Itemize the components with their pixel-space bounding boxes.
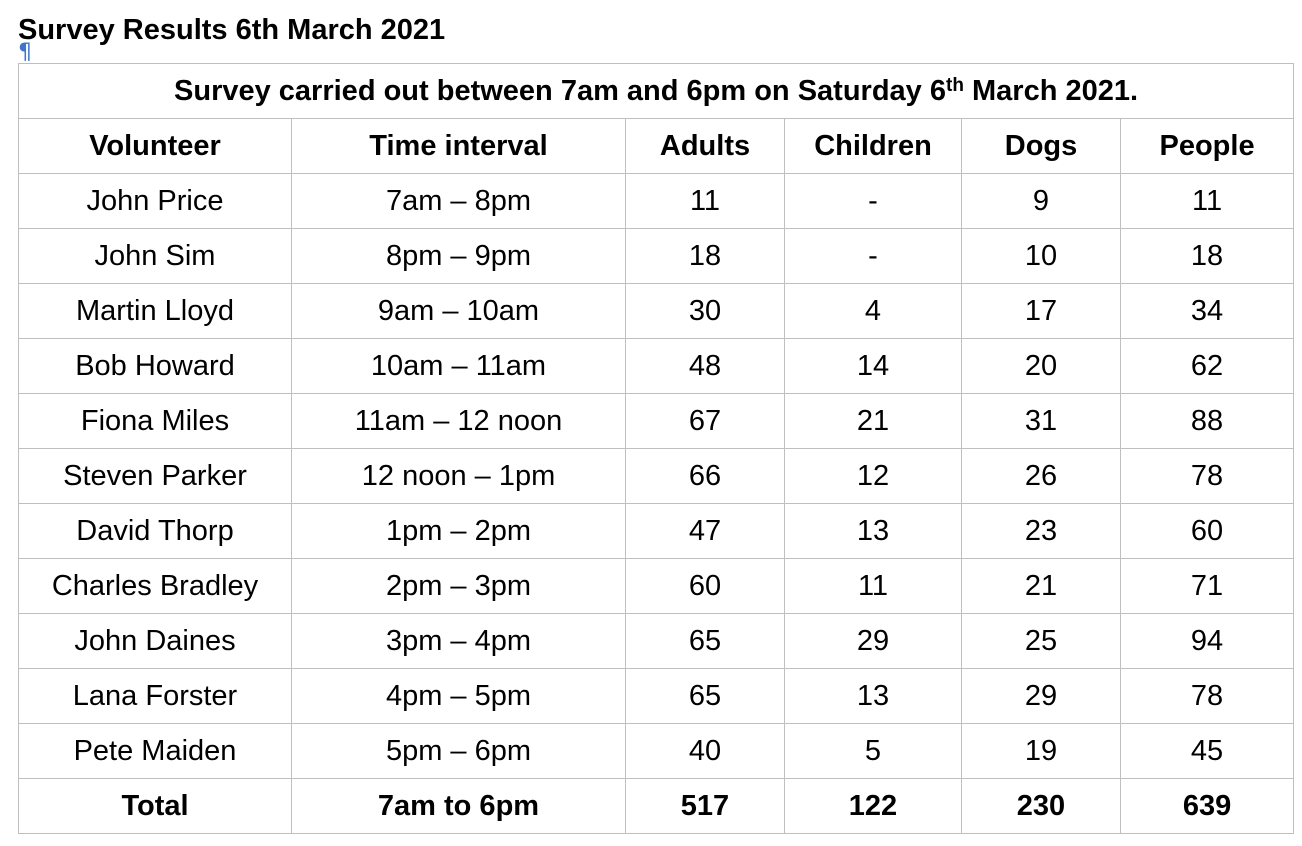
cell-adults: 18 — [626, 229, 785, 284]
cell-people: 62 — [1121, 339, 1294, 394]
cell-people: 34 — [1121, 284, 1294, 339]
cell-dogs: 25 — [962, 614, 1121, 669]
cell-children: 21 — [785, 394, 962, 449]
header-people: People — [1121, 119, 1294, 174]
cell-adults: 67 — [626, 394, 785, 449]
total-adults: 517 — [626, 779, 785, 834]
cell-adults: 60 — [626, 559, 785, 614]
cell-people: 88 — [1121, 394, 1294, 449]
cell-interval: 11am – 12 noon — [292, 394, 626, 449]
cell-adults: 65 — [626, 614, 785, 669]
table-row — [19, 504, 1294, 559]
survey-table — [18, 63, 1294, 834]
header-children: Children — [785, 119, 962, 174]
cell-volunteer: Lana Forster — [19, 669, 292, 724]
cell-volunteer: John Sim — [19, 229, 292, 284]
cell-dogs: 19 — [962, 724, 1121, 779]
cell-people: 78 — [1121, 449, 1294, 504]
paragraph-mark-icon: ¶ — [18, 40, 32, 65]
cell-dogs: 23 — [962, 504, 1121, 559]
cell-interval: 10am – 11am — [292, 339, 626, 394]
cell-dogs: 21 — [962, 559, 1121, 614]
cell-interval: 4pm – 5pm — [292, 669, 626, 724]
cell-children: 5 — [785, 724, 962, 779]
cell-interval: 5pm – 6pm — [292, 724, 626, 779]
total-row — [19, 779, 1294, 834]
cell-dogs: 26 — [962, 449, 1121, 504]
table-body — [19, 174, 1294, 834]
cell-children: 11 — [785, 559, 962, 614]
caption-row — [19, 64, 1294, 119]
cell-volunteer: John Daines — [19, 614, 292, 669]
cell-people: 60 — [1121, 504, 1294, 559]
cell-dogs: 31 — [962, 394, 1121, 449]
cell-children: - — [785, 174, 962, 229]
header-row — [19, 119, 1294, 174]
cell-children: 14 — [785, 339, 962, 394]
cell-interval: 3pm – 4pm — [292, 614, 626, 669]
cell-volunteer: John Price — [19, 174, 292, 229]
total-label: Total — [19, 779, 292, 834]
table-row — [19, 339, 1294, 394]
cell-adults: 65 — [626, 669, 785, 724]
cell-dogs: 29 — [962, 669, 1121, 724]
header-volunteer: Volunteer — [19, 119, 292, 174]
table-row — [19, 449, 1294, 504]
cell-people: 94 — [1121, 614, 1294, 669]
total-children: 122 — [785, 779, 962, 834]
cell-people: 71 — [1121, 559, 1294, 614]
caption-text-before: Survey carried out between 7am and 6pm on Saturday 6 — [174, 74, 946, 107]
header-dogs: Dogs — [962, 119, 1121, 174]
table-row — [19, 284, 1294, 339]
cell-volunteer: David Thorp — [19, 504, 292, 559]
cell-children: - — [785, 229, 962, 284]
cell-people: 78 — [1121, 669, 1294, 724]
cell-volunteer: Martin Lloyd — [19, 284, 292, 339]
table-caption — [19, 64, 1294, 119]
cell-adults: 66 — [626, 449, 785, 504]
cell-interval: 9am – 10am — [292, 284, 626, 339]
table-row — [19, 559, 1294, 614]
cell-adults: 11 — [626, 174, 785, 229]
caption-superscript: th — [946, 74, 964, 96]
cell-adults: 48 — [626, 339, 785, 394]
cell-volunteer: Steven Parker — [19, 449, 292, 504]
total-people: 639 — [1121, 779, 1294, 834]
cell-volunteer: Charles Bradley — [19, 559, 292, 614]
cell-interval: 12 noon – 1pm — [292, 449, 626, 504]
total-dogs: 230 — [962, 779, 1121, 834]
cell-volunteer: Pete Maiden — [19, 724, 292, 779]
cell-adults: 40 — [626, 724, 785, 779]
cell-children: 12 — [785, 449, 962, 504]
cell-people: 11 — [1121, 174, 1294, 229]
cell-interval: 7am – 8pm — [292, 174, 626, 229]
caption-text-after: March 2021. — [963, 74, 1139, 107]
cell-interval: 1pm – 2pm — [292, 504, 626, 559]
cell-children: 13 — [785, 504, 962, 559]
cell-children: 4 — [785, 284, 962, 339]
header-adults: Adults — [626, 119, 785, 174]
cell-adults: 30 — [626, 284, 785, 339]
cell-children: 13 — [785, 669, 962, 724]
cell-people: 18 — [1121, 229, 1294, 284]
cell-interval: 2pm – 3pm — [292, 559, 626, 614]
table-row — [19, 669, 1294, 724]
table-row — [19, 724, 1294, 779]
cell-volunteer: Bob Howard — [19, 339, 292, 394]
cell-interval: 8pm – 9pm — [292, 229, 626, 284]
cell-dogs: 17 — [962, 284, 1121, 339]
cell-dogs: 9 — [962, 174, 1121, 229]
table-row — [19, 614, 1294, 669]
cell-dogs: 10 — [962, 229, 1121, 284]
header-time-interval: Time interval — [292, 119, 626, 174]
cell-children: 29 — [785, 614, 962, 669]
table-row — [19, 229, 1294, 284]
table-row — [19, 174, 1294, 229]
cell-dogs: 20 — [962, 339, 1121, 394]
document-title: Survey Results 6th March 2021 — [18, 14, 446, 46]
cell-volunteer: Fiona Miles — [19, 394, 292, 449]
cell-people: 45 — [1121, 724, 1294, 779]
table-row — [19, 394, 1294, 449]
total-interval: 7am to 6pm — [292, 779, 626, 834]
cell-adults: 47 — [626, 504, 785, 559]
